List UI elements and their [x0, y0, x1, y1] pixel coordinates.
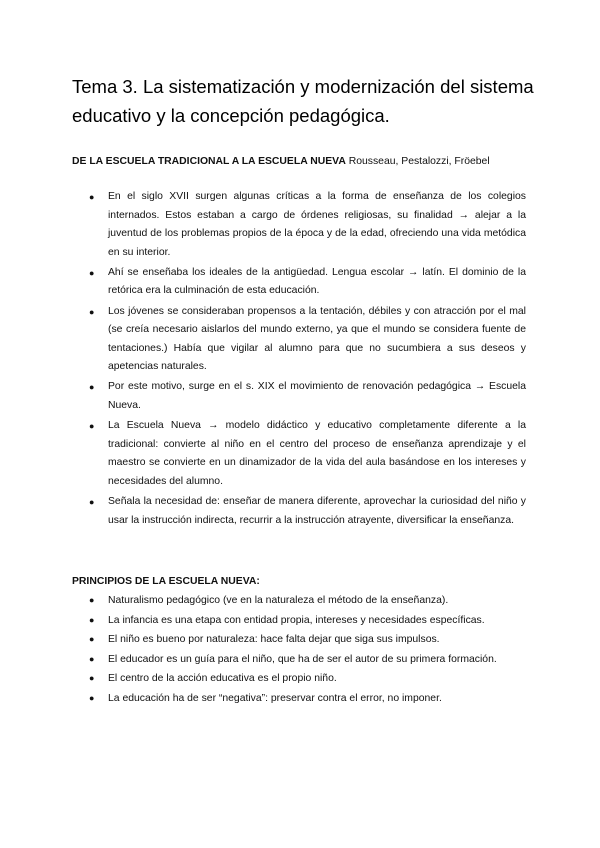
bullet-icon: ● — [89, 634, 95, 644]
list-item — [72, 591, 526, 611]
list-item — [72, 303, 526, 377]
bullet-icon: ● — [89, 692, 95, 703]
list-item-text: Los jóvenes se consideraban propensos a la tentación, débiles y con atracción por el mal (se creía necesario aislarlos del mundo externo, ya que el mundo se considera fuente de tentaciones.) Había que vigilar al alumno para que no sucumbiera a sus deseos y apetencias naturales. — [108, 305, 526, 373]
bullet-icon: ● — [89, 192, 95, 202]
bullet-icon: ● — [89, 595, 95, 605]
list-item-text: Por este motivo, surge en el s. XIX el movimiento de renovación pedagógica → Escuela Nueva. — [108, 381, 526, 412]
bullet-icon: ● — [89, 267, 95, 278]
intro-heading-bold: DE LA ESCUELA TRADICIONAL A LA ESCUELA NUEVA — [72, 156, 346, 167]
principles-heading-text: PRINCIPIOS DE LA ESCUELA NUEVA: — [72, 576, 260, 587]
bullet-icon: ● — [89, 382, 95, 393]
bullet-icon: ● — [89, 673, 95, 683]
bullet-icon: ● — [89, 653, 95, 664]
list-item — [72, 630, 526, 650]
list-item — [72, 669, 526, 689]
list-item — [72, 689, 526, 709]
list-item-text: Naturalismo pedagógico (ve en la naturaleza el método de la enseñanza). — [108, 595, 449, 606]
list-item-text: En el siglo XVII surgen algunas críticas a la forma de enseñanza de los colegios internados. Estos estaban a cargo de órdenes religiosas, su finalidad → alejar a la juventud de los problemas propios de la época y de la edad, ofreciendo una vida metódica en su interior. — [108, 191, 526, 258]
bullet-icon: ● — [89, 614, 95, 625]
list-item — [72, 417, 526, 491]
intro-bullet-list — [72, 188, 526, 532]
list-item-text: Ahí se enseñaba los ideales de la antigüedad. Lengua escolar → latín. El dominio de la retórica era la culminación de esta educación. — [108, 266, 526, 297]
list-item — [72, 611, 526, 631]
list-item — [72, 650, 526, 670]
list-item — [72, 264, 526, 301]
list-item-text: Señala la necesidad de: enseñar de manera diferente, aprovechar la curiosidad del niño y usar la instrucción indirecta, recurrir a la instrucción atrayente, diversificar la enseñanza. — [108, 496, 526, 526]
list-item-text: El niño es bueno por naturaleza: hace falta dejar que siga sus impulsos. — [108, 634, 440, 645]
list-item-text: La infancia es una etapa con entidad propia, intereses y necesidades específicas. — [108, 614, 485, 626]
principles-bullet-list — [72, 591, 526, 708]
bullet-icon: ● — [89, 421, 95, 432]
intro-heading — [72, 154, 490, 170]
list-item — [72, 378, 526, 415]
bullet-icon: ● — [89, 306, 95, 317]
intro-heading-authors: Rousseau, Pestalozzi, Fröebel — [345, 156, 490, 167]
list-item-text: El educador es un guía para el niño, que ha de ser el autor de su primera formación. — [108, 653, 497, 665]
list-item — [72, 493, 526, 530]
bullet-icon: ● — [89, 497, 95, 507]
principles-heading — [72, 574, 260, 590]
list-item-text: El centro de la acción educativa es el propio niño. — [108, 673, 337, 684]
page-title: Tema 3. La sistematización y modernización del sistema educativo y la concepción pedagógica. — [72, 76, 534, 126]
list-item-text: La Escuela Nueva → modelo didáctico y educativo completamente diferente a la tradicional: convierte al niño en el centro del proceso de enseñanza aprendizaje y el maestro se convierte en un dinamizador de la vida del aula basándose en los intereses y necesidades del alumno. — [108, 420, 526, 487]
list-item — [72, 188, 526, 262]
list-item-text: La educación ha de ser “negativa”: preservar contra el error, no imponer. — [108, 692, 442, 704]
